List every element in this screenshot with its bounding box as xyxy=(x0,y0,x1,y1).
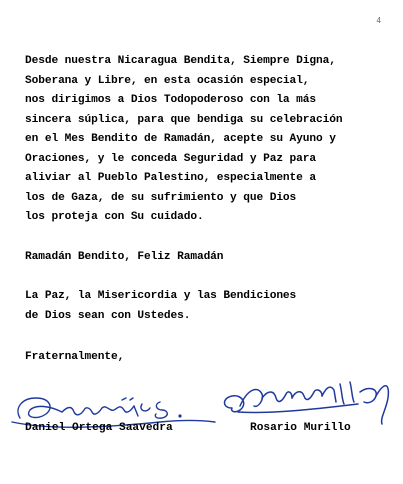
signer-name-daniel-ortega: Daniel Ortega Saavedra xyxy=(25,422,173,434)
text-line: Soberana y Libre, en esta ocasión especial, xyxy=(25,74,310,87)
signature-right-graphic xyxy=(218,368,393,428)
letter-body xyxy=(25,52,390,368)
text-line: La Paz, la Misericordia y las Bendiciones xyxy=(25,290,297,302)
text-line: de Dios sean con Ustedes. xyxy=(25,309,191,322)
text-line: Fraternalmente, xyxy=(25,351,125,363)
text-line: Desde nuestra Nicaragua Bendita, Siempre Digna, xyxy=(25,55,336,67)
signer-name-rosario-murillo: Rosario Murillo xyxy=(250,422,351,434)
signature-block xyxy=(0,360,403,450)
page-number: 4 xyxy=(376,16,381,25)
paragraph-blessing xyxy=(25,52,390,228)
text-line: aliviar al Pueblo Palestino, especialmente a xyxy=(25,172,316,184)
paragraph-peace xyxy=(25,287,390,326)
text-line: nos dirigimos a Dios Todopoderoso con la más xyxy=(25,94,316,106)
text-line: los de Gaza, de su sufrimiento y que Dios xyxy=(25,191,297,204)
text-line: en el Mes Bendito de Ramadán, acepte su Ayuno y xyxy=(25,133,336,145)
text-line: Ramadán Bendito, Feliz Ramadán xyxy=(25,250,224,263)
text-line: sincera súplica, para que bendiga su celebración xyxy=(25,113,343,126)
text-line: los proteja con Su cuidado. xyxy=(25,211,204,223)
text-line: Oraciones, y le conceda Seguridad y Paz para xyxy=(25,152,316,165)
greeting-line xyxy=(25,248,390,268)
